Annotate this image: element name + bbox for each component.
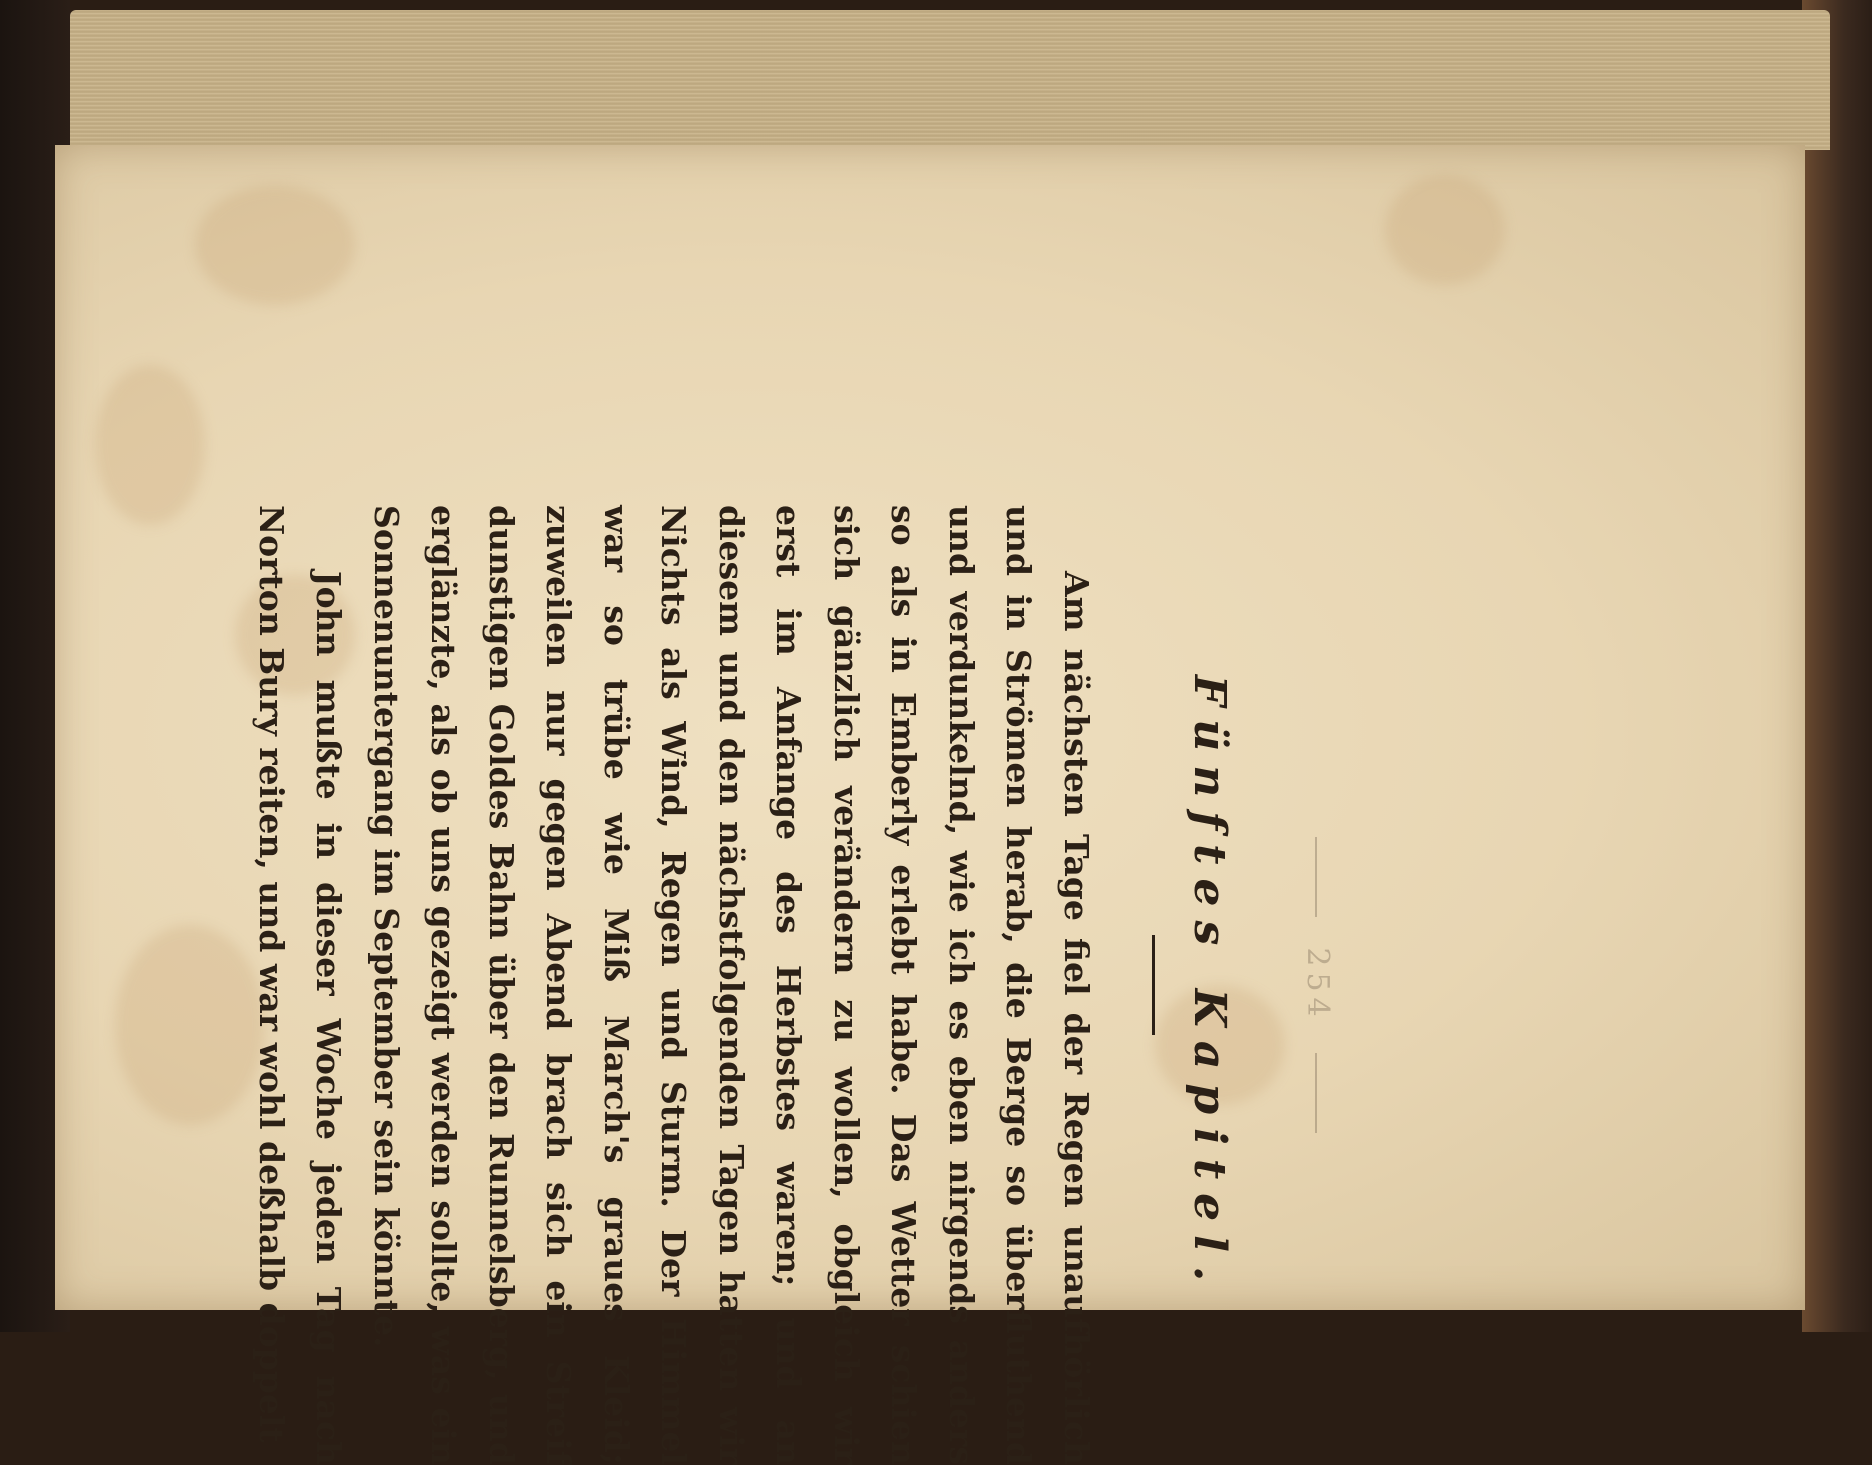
chapter-title: Fünftes Kapitel. bbox=[1184, 674, 1235, 1296]
title-rule bbox=[1152, 935, 1155, 1035]
book-cover-right bbox=[1802, 0, 1872, 1332]
stain bbox=[1385, 175, 1505, 285]
paragraph: Am nächsten Tage fiel der Regen unaufhörlich und in Strömen herab, die Berge so überfluthend und verdunkelnd, wie ich es eben nirgends anders so als in Emberly erlebt habe. Das Wetter schien sich gänzlich verändern zu wollen, obgleich wir erst im Anfange des Herbstes waren; und an diesem und den nächstfolgenden Tagen hatten wir Nichts als Wind, Regen und Sturm. Der Himmel war so trübe wie Miß March's graues Kleid; zuweilen nur gegen Abend brach sich ein Streif dunstigen Goldes Bahn über den Runnelsberg, und erglänzte, als ob uns gezeigt werden sollte, was ein Sonnenuntergang im September sein könnte. bbox=[367, 505, 1096, 1465]
stain bbox=[195, 185, 355, 305]
book-page bbox=[55, 145, 1805, 1465]
page-edges bbox=[70, 10, 1830, 150]
page-number: 254 bbox=[1300, 505, 1335, 1465]
rotated-text-block bbox=[252, 505, 1335, 1465]
paragraph: John mußte in dieser Woche jeden Tag nach Norton Bury reiten, und war wohl deßhalb doppelt bbox=[252, 505, 349, 1465]
stain bbox=[95, 365, 205, 525]
body-text bbox=[243, 505, 1106, 1465]
